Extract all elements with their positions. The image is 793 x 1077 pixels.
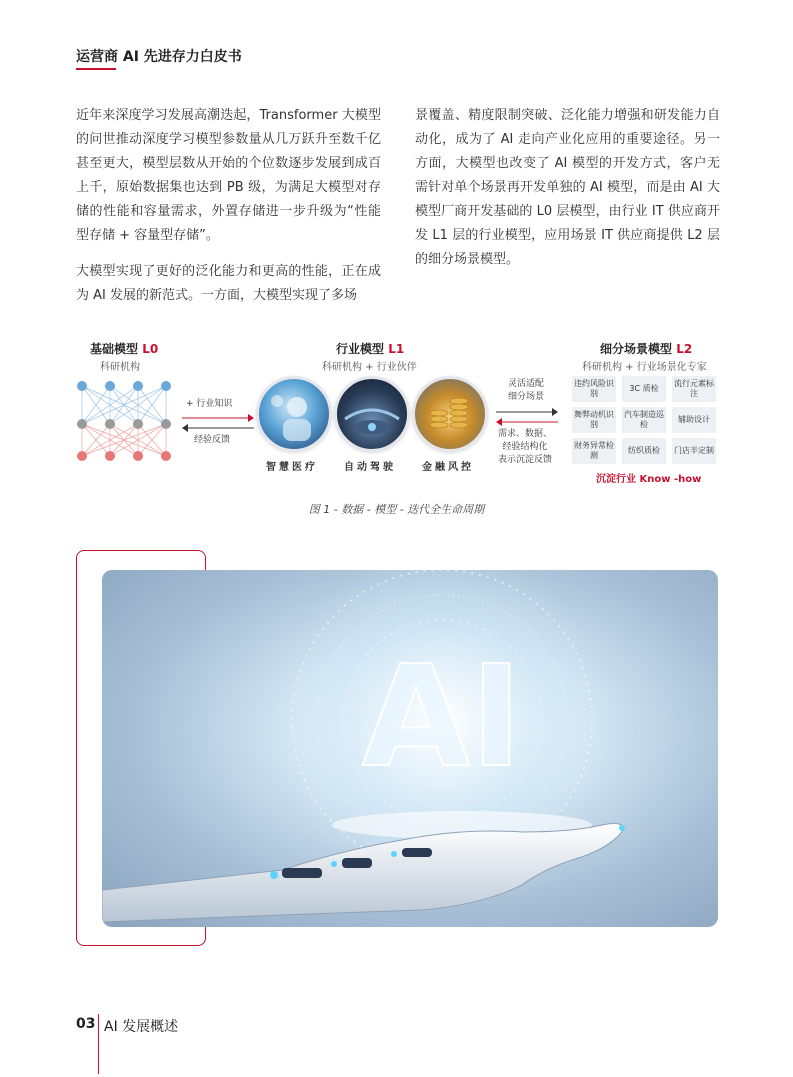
circle-label-finance: 金融风控 (422, 462, 474, 473)
circle-label-driving: 自动驾驶 (344, 462, 396, 473)
left-column (76, 104, 381, 320)
medical-scene-icon (256, 376, 332, 452)
page-number: 03 (76, 1016, 96, 1032)
grid-cell: 汽车制造巡检 (622, 407, 666, 433)
paragraph: 大模型实现了更好的泛化能力和更高的性能，正在成为 AI 发展的新范式。一方面，大模型实现了多场 (76, 264, 381, 303)
grid-cell: 流行元素标注 (672, 376, 716, 402)
arrow-right-icon (182, 414, 254, 422)
grid-cell: 门店半定制 (672, 438, 716, 464)
car-cockpit-scene-icon (334, 376, 410, 452)
grid-cell: 纺织质检 (622, 438, 666, 464)
arrow-label-back: 经验反馈 (194, 435, 231, 445)
scenario-model-title: 细分场景模型 L2 (600, 342, 693, 356)
paragraph: 近年来深度学习发展高潮迭起，Transformer 大模型的问世推动深度学习模型参数量从几万跃升至数千亿甚至更大，模型层数从开始的个位数逐步发展到成百上千，原始数据集也达到 PB 级，为满足大模型对存储的性能和容量需求，外置存储进一步升级为“性能型存储 + 容量型存储”。 (76, 108, 381, 243)
base-model-subtitle: 科研机构 (100, 362, 140, 373)
svg-text:AI: AI (361, 636, 523, 799)
robot-hand-ai-hologram-icon (102, 570, 718, 927)
grid-cell: 辅助设计 (672, 407, 716, 433)
circle-label-medical: 智慧医疗 (266, 462, 318, 473)
arrow-label-forward: + 行业知识 (186, 399, 233, 409)
right-column (415, 104, 720, 284)
model-lifecycle-diagram (60, 332, 740, 492)
arrow-left-icon (496, 418, 558, 426)
industry-model-title: 行业模型 L1 (336, 342, 405, 356)
grid-cell: 3C 质检 (622, 376, 666, 402)
figure-caption: 图 1 - 数据 - 模型 - 迭代全生命周期 (308, 503, 485, 516)
arrow-label-back-2: 需求、数据、 经验结构化 表示沉淀反馈 (498, 429, 553, 465)
grid-cell: 财务异常检测 (572, 438, 616, 464)
coins-scene-icon (412, 376, 488, 452)
hero-image (102, 570, 718, 927)
scenario-model-subtitle: 科研机构 + 行业场景化专家 (582, 362, 707, 373)
know-how-label: 沉淀行业 Know -how (596, 474, 702, 485)
footer-section-title: AI 发展概述 (104, 1019, 179, 1035)
page-header-title: 运营商 AI 先进存力白皮书 (76, 49, 242, 65)
industry-model-subtitle: 科研机构 + 行业伙伴 (322, 362, 417, 373)
paragraph: 景覆盖、精度限制突破、泛化能力增强和研发能力自动化，成为了 AI 走向产业化应用的重要途径。另一方面，大模型也改变了 AI 模型的开发方式，客户无需针对单个场景再开发单独的 AI 模型，而是由 AI 大模型厂商开发基础的 L0 层模型，由行业 IT 供应商开发 L1 层的行业模型，应用场景 IT 供应商提供 L2 层的细分场景模型。 (415, 108, 720, 267)
header-rule (76, 68, 116, 70)
arrow-left-icon (182, 424, 254, 432)
neural-network-icon (70, 376, 190, 466)
base-model-title: 基础模型 L0 (90, 342, 159, 356)
grid-cell: 舞弊动机识别 (572, 407, 616, 433)
footer-separator (98, 1014, 99, 1074)
arrow-right-icon (496, 408, 558, 416)
arrow-label-forward-2: 灵活适配 细分场景 (508, 379, 545, 402)
grid-cell: 违约风险识别 (572, 376, 616, 402)
